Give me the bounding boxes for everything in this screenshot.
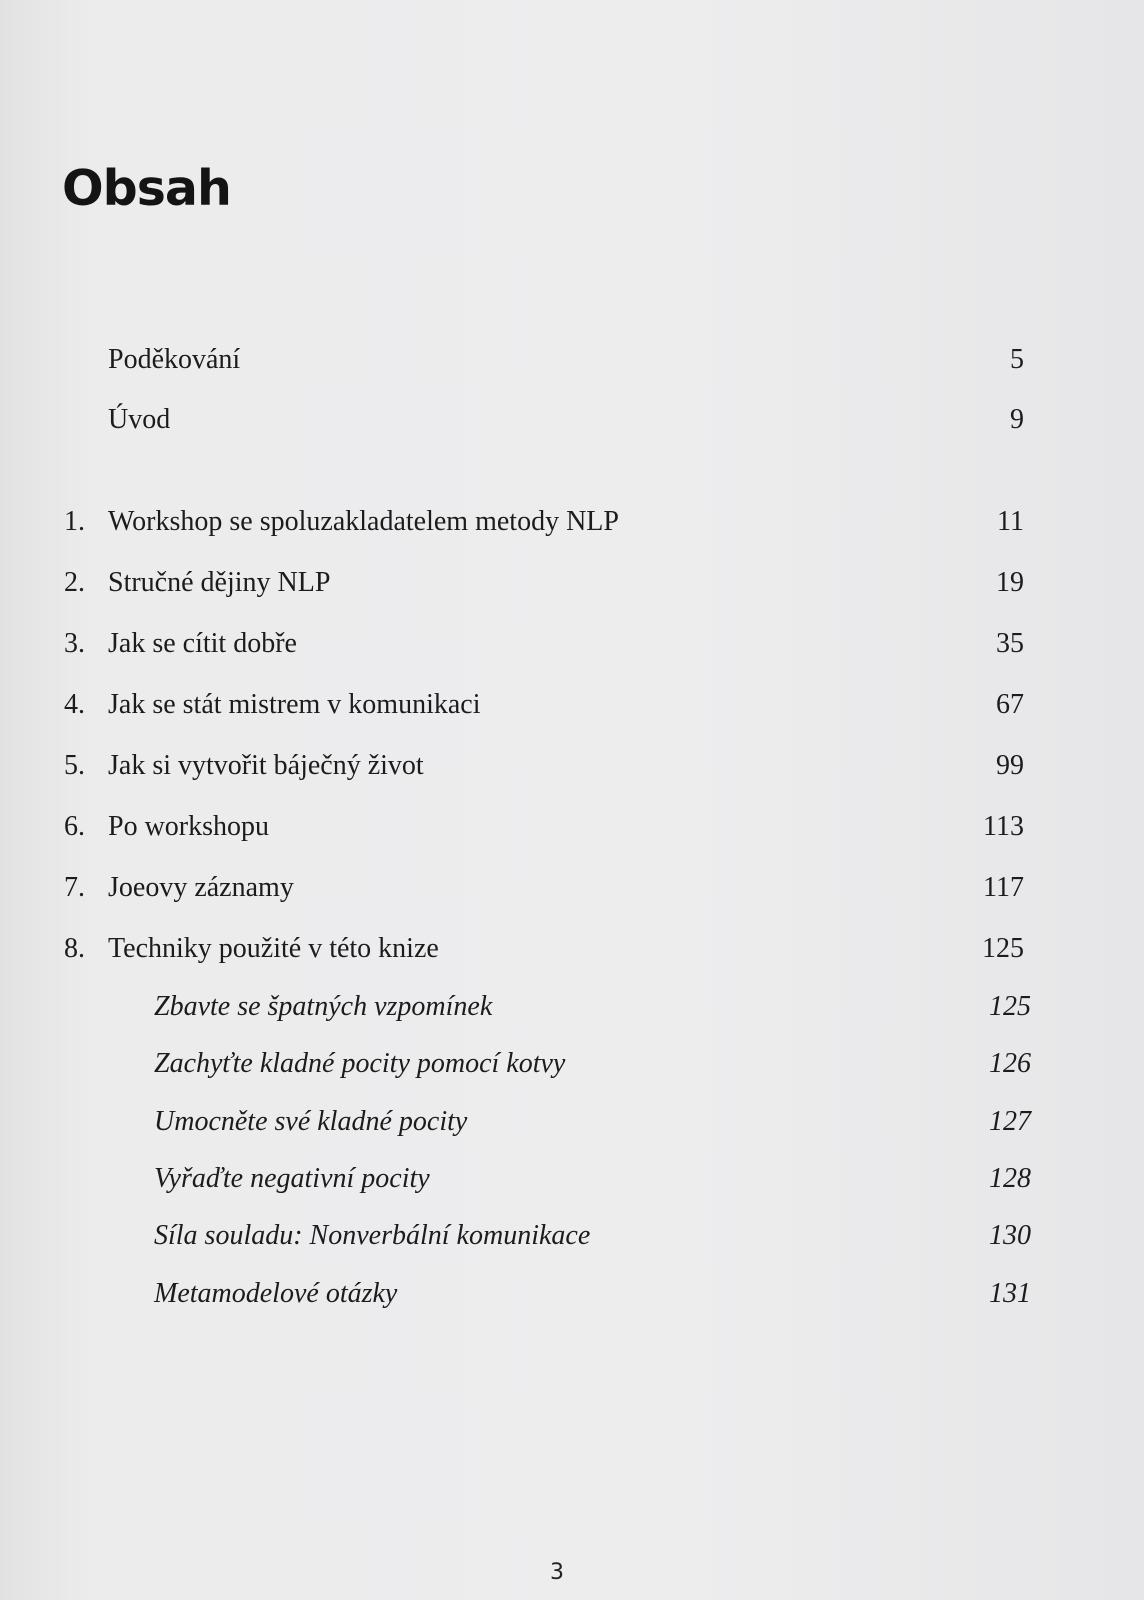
subsection-title: Zbavte se špatných vzpomínek [154, 991, 493, 1022]
subsection-page: 131 [989, 1278, 1031, 1309]
toc-entry [0, 340, 1144, 380]
subsection-title: Umocněte své kladné pocity [154, 1106, 468, 1137]
toc-subsection [0, 1102, 1144, 1142]
toc-subsection [0, 1216, 1144, 1256]
subsection-page: 125 [989, 991, 1031, 1022]
page-title: Obsah [62, 160, 231, 217]
chapter-title: Stručné dějiny NLP [108, 567, 331, 598]
chapter-page: 67 [996, 689, 1024, 720]
chapter-number: 1. [64, 506, 85, 537]
chapter-number: 8. [64, 933, 85, 964]
chapter-number: 5. [64, 750, 85, 781]
chapter-number: 7. [64, 872, 85, 903]
chapter-title: Po workshopu [108, 811, 270, 842]
subsection-title: Síla souladu: Nonverbální komunikace [154, 1220, 591, 1251]
toc-chapter [0, 502, 1144, 542]
chapter-title: Jak se cítit dobře [108, 628, 297, 659]
toc-subsection [0, 1044, 1144, 1084]
toc-entry-page: 9 [1010, 404, 1024, 435]
subsection-title: Zachyťte kladné pocity pomocí kotvy [154, 1048, 566, 1079]
chapter-number: 4. [64, 689, 85, 720]
chapter-page: 19 [996, 567, 1024, 598]
chapter-page: 11 [997, 506, 1024, 537]
toc-subsection [0, 987, 1144, 1027]
chapter-number: 3. [64, 628, 85, 659]
toc-chapter [0, 868, 1144, 908]
chapter-number: 6. [64, 811, 85, 842]
chapter-page: 99 [996, 750, 1024, 781]
toc-subsection [0, 1159, 1144, 1199]
toc-chapter [0, 807, 1144, 847]
toc-entry-page: 5 [1010, 344, 1024, 375]
chapter-title: Joeovy záznamy [108, 872, 294, 903]
toc-chapter [0, 746, 1144, 786]
chapter-title: Jak se stát mistrem v komunikaci [108, 689, 481, 720]
subsection-title: Vyřaďte negativní pocity [154, 1163, 430, 1194]
toc-chapter [0, 685, 1144, 725]
toc-entry-label: Úvod [108, 404, 171, 435]
subsection-page: 128 [989, 1163, 1031, 1194]
chapter-page: 125 [982, 933, 1024, 964]
chapter-title: Jak si vytvořit báječný život [108, 750, 424, 781]
toc-entry [0, 400, 1144, 440]
toc-chapter [0, 624, 1144, 664]
chapter-title: Techniky použité v této knize [108, 933, 439, 964]
toc-subsection [0, 1274, 1144, 1314]
subsection-page: 127 [989, 1106, 1031, 1137]
subsection-page: 130 [989, 1220, 1031, 1251]
toc-chapter [0, 929, 1144, 969]
chapter-page: 117 [983, 872, 1024, 903]
chapter-number: 2. [64, 567, 85, 598]
toc-chapter [0, 563, 1144, 603]
subsection-title: Metamodelové otázky [154, 1278, 398, 1309]
toc-entry-label: Poděkování [108, 344, 241, 375]
chapter-page: 113 [983, 811, 1024, 842]
chapter-title: Workshop se spoluzakladatelem metody NLP [108, 506, 619, 537]
subsection-page: 126 [989, 1048, 1031, 1079]
chapter-page: 35 [996, 628, 1024, 659]
page-number: 3 [550, 1560, 564, 1585]
